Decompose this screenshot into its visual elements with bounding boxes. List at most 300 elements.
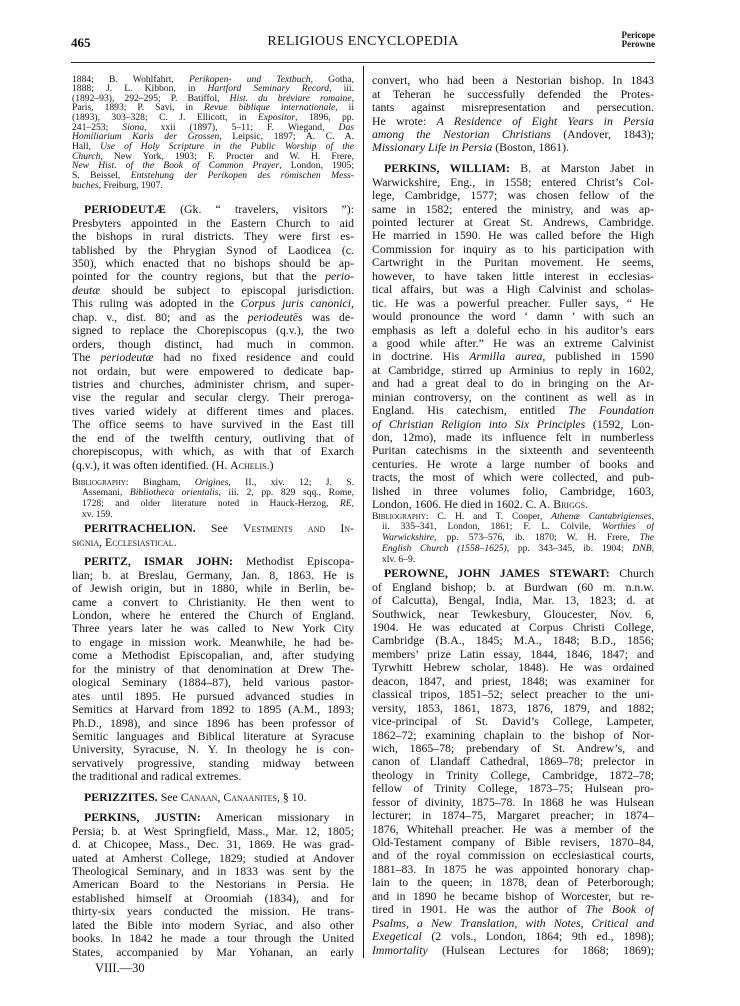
- text-line: [72, 297, 354, 310]
- text-run: B. at Marston Jabet in: [509, 162, 654, 176]
- text-line: [372, 809, 654, 822]
- text-line: [72, 569, 354, 582]
- text-run: , § 10.: [277, 791, 307, 805]
- text-line: [72, 932, 354, 945]
- text-run: orders, though distinct, had much in common.: [72, 337, 354, 351]
- text-run: Hall,: [72, 142, 101, 152]
- text-line: [72, 649, 354, 662]
- entry-peritz: [72, 555, 354, 783]
- text-line: [372, 364, 654, 377]
- text-line: [72, 636, 354, 649]
- text-run: Church: [609, 567, 654, 581]
- text-line: [372, 377, 654, 390]
- text-run: Ph.D., 1898), and since 1896 has been professor of: [72, 716, 354, 730]
- italic-text: DNB: [632, 544, 652, 555]
- text-run: Warwickshire, Eng., in 1558; entered Christ’s Col-: [372, 175, 654, 189]
- italic-text: A Residence of Eight Years in Persia: [436, 114, 654, 128]
- italic-text: periodeutæ: [100, 351, 154, 365]
- italic-text: deutæ: [72, 283, 101, 297]
- bibliography-perkins-william: [372, 512, 654, 566]
- text-run: Cambridge (B.A., 1845; M.A., 1848; B.D., 1856;: [372, 634, 654, 648]
- text-run: and of the royal commission on ecclesiastical courts,: [372, 849, 654, 863]
- text-line: [372, 903, 654, 916]
- text-run: University, Syracuse, N. Y. In theology he is con-: [72, 743, 354, 757]
- text-run: of Calcutta), Bengal, India, Mar. 13, 1823; d. at: [372, 594, 654, 608]
- text-run: lain to the queen; in 1878, dean of Peterborough;: [372, 876, 654, 890]
- text-run: chap. v., dist. 80; and as the: [72, 310, 248, 324]
- text-run: Puritan catechisms in the sixteenth and seventeenth: [372, 444, 654, 458]
- text-line: [372, 431, 654, 444]
- small-caps-text: Canaan, Canaanites: [180, 791, 277, 805]
- text-line: [372, 796, 654, 809]
- text-run: minian controversy, on the continent as well as in: [372, 390, 654, 404]
- text-run: of England bishop; b. at Burdwan (60 m. n.n.w.: [372, 580, 654, 594]
- text-run: xv. 159.: [82, 509, 113, 520]
- text-run: Semitics at Harvard from 1892 to 1895 (A.M., 1893;: [72, 703, 354, 717]
- text-run: Three years later he was called to New York City: [72, 622, 354, 636]
- text-line: [72, 663, 354, 676]
- text-run: signed to replace the Chorepiscopus (q.v.), the two: [72, 324, 354, 338]
- text-run: 1884; B. Wohlfahrt,: [72, 74, 189, 85]
- text-run: vice-principal of St. David’s College, Lampeter,: [372, 715, 654, 729]
- text-line: [72, 324, 354, 337]
- italic-text: Worthies of: [601, 522, 654, 533]
- text-line: [72, 181, 354, 191]
- text-run: States, accompanied by Mar Yohanan, an early: [72, 945, 354, 959]
- italic-text: Bibliotheca orientalis: [129, 488, 219, 499]
- text-run: lished in three volumes folio, Cambridge, 1603,: [372, 484, 654, 498]
- italic-text: among the Nestorian Christians: [372, 128, 551, 142]
- signature-mark: VIII.—30: [95, 961, 145, 975]
- guide-word-last: Perowne: [621, 38, 655, 49]
- text-line: [72, 84, 354, 94]
- text-line: [72, 609, 354, 622]
- text-run: pointed lecturer at Great St. Andrews, Cambridge.: [372, 216, 654, 230]
- text-run: books. In 1842 he made a tour through the United: [72, 932, 354, 946]
- text-run: in doctrine. His: [372, 350, 470, 364]
- text-run: Commission for inquiry as to his participation with: [372, 242, 654, 256]
- text-run: 1888; J. L. Kibbon, in: [72, 84, 208, 94]
- text-line: [372, 836, 654, 849]
- text-line: [72, 791, 354, 804]
- text-run: for the ministry of that denomination at Drew The-: [72, 662, 354, 676]
- text-run: members’ prize Latin essay, 1844, 1846, 1847; and: [372, 647, 654, 661]
- text-run: (Gk. “ travelers, visitors ”):: [165, 203, 354, 217]
- text-line: [72, 852, 354, 865]
- text-run: , pp. 343–345, ib. 1904;: [506, 544, 633, 555]
- text-run: tired in 1901. He was the author of: [372, 903, 586, 917]
- text-run: fellow of Trinity College, 1873–75; Hulsean pro-: [372, 782, 654, 796]
- text-run: Semitic languages and Biblical literature at Syracuse: [72, 729, 354, 743]
- text-line: [72, 536, 354, 549]
- text-line: [372, 567, 654, 580]
- italic-text: Revue biblique internationale: [204, 103, 336, 114]
- text-line: [72, 865, 354, 878]
- text-run: ii. 335–341, London, 1861; F. L. Colvile,: [382, 522, 602, 533]
- text-line: [72, 94, 354, 104]
- text-run: , published in 1590: [542, 350, 654, 364]
- text-run: , xxii (1897), 5–11; F. Wiegand,: [144, 122, 339, 133]
- text-run: (2 vols., London, 1864; 9th ed., 1898);: [421, 930, 654, 944]
- text-run: (q.v.), it was often identified. (H.: [72, 458, 231, 472]
- italic-text: The Book of: [585, 903, 654, 917]
- text-line: [372, 115, 654, 128]
- text-run: Paris, 1893; P. Savi, in: [72, 103, 205, 114]
- text-run: The: [72, 351, 101, 365]
- text-run: ,: [351, 498, 354, 509]
- text-run: convert, who had been a Nestorian bishop. In 1843: [372, 74, 654, 88]
- text-line: [72, 284, 354, 297]
- text-line: [372, 243, 654, 256]
- text-run: had no fixed residence and could: [153, 351, 354, 365]
- text-line: [72, 161, 354, 171]
- text-run: ates until 1895. He pursued advanced studies in: [72, 689, 354, 703]
- text-run: : C. H. and T. Cooper,: [425, 511, 552, 522]
- text-run: established himself at Oroomiah (1834), and for: [72, 891, 354, 905]
- italic-text: Exegetical: [372, 930, 422, 944]
- text-line: [72, 703, 354, 716]
- text-line: [372, 544, 654, 555]
- text-line: [72, 365, 354, 378]
- text-line: [72, 488, 354, 499]
- text-line: [72, 743, 354, 756]
- italic-text: The: [639, 533, 654, 544]
- text-line: [72, 351, 354, 364]
- text-line: [72, 522, 354, 535]
- bibliography-continued: [72, 75, 354, 191]
- text-run: (Boston, 1861).: [492, 141, 569, 155]
- headword: PERIODEUTÆ: [84, 203, 166, 217]
- text-line: [72, 311, 354, 324]
- text-run: 1904. He was educated at Corpus Christi College,: [372, 621, 654, 635]
- text-run: Tyrwhitt Hebrew scholar, 1848). He was ordained: [372, 661, 654, 675]
- text-run: , ii: [335, 103, 354, 114]
- text-line: [372, 512, 654, 523]
- text-run: vise the regular and secular clergy. Their preroga-: [72, 391, 354, 405]
- text-run: .: [173, 535, 177, 549]
- text-run: servatively progressive, standing midway between: [72, 756, 354, 770]
- text-run: Persia; b. at West Springfield, Mass., Mar. 12, 1805;: [72, 824, 354, 838]
- text-line: [72, 75, 354, 85]
- text-line: [372, 485, 654, 498]
- text-run: fessor of divinity, 1875–78. In 1868 he was Hulsean: [372, 795, 654, 809]
- text-line: [72, 757, 354, 770]
- text-run: See: [195, 522, 243, 536]
- text-line: [72, 391, 354, 404]
- text-run: ,: [651, 511, 654, 522]
- text-run: to engage in mission work. Meanwhile, he had be-: [72, 635, 354, 649]
- text-run: He wrote:: [372, 114, 437, 128]
- text-line: [372, 944, 654, 957]
- small-caps-text: Achelis: [230, 458, 267, 472]
- text-line: [72, 445, 354, 458]
- text-run: however, to have taken little interest in ecclesias-: [372, 269, 654, 283]
- header-rule: [71, 62, 655, 63]
- text-line: [72, 676, 354, 689]
- italic-text: Warwickshire: [382, 533, 435, 544]
- text-line: [372, 498, 654, 511]
- text-line: [372, 189, 654, 202]
- headword: PERITRACHELION.: [84, 522, 196, 536]
- text-line: [372, 876, 654, 889]
- italic-text: New Hist. of the Book of Common Prayer: [72, 161, 280, 172]
- text-line: [372, 594, 654, 607]
- text-line: [372, 823, 654, 836]
- text-line: [372, 162, 654, 175]
- text-line: [372, 702, 654, 715]
- text-run: lecturer; in 1874–75, Margaret preacher; in 1874–: [372, 809, 654, 823]
- text-run: at Cambridge, stirred up Arminius to reply in 1602,: [372, 363, 654, 377]
- text-line: [72, 770, 354, 783]
- text-line: [372, 297, 654, 310]
- text-run: Southwick, near Tewkesbury, Gloucester, Nov. 6,: [372, 607, 654, 621]
- text-run: ,: [351, 297, 354, 311]
- text-run: tablished by the Phrygian Synod of Laodicea (c.: [72, 243, 354, 257]
- text-run: , 1896, pp.: [295, 113, 354, 123]
- text-run: London, 1606. He died in 1602.: [372, 498, 526, 512]
- text-line: [72, 217, 354, 230]
- text-line: [372, 917, 654, 930]
- text-line: [372, 581, 654, 594]
- text-line: [72, 142, 354, 152]
- text-line: [372, 715, 654, 728]
- italic-text: English Church (1558–1625): [382, 544, 507, 555]
- text-line: [372, 444, 654, 457]
- text-line: [372, 849, 654, 862]
- text-run: Theological Seminary, and in 1833 was sent by the: [72, 865, 354, 879]
- entry-perowne: [372, 567, 654, 957]
- text-line: [372, 404, 654, 417]
- text-run: 1881–83. In 1875 he was appointed honorary chap-: [372, 862, 654, 876]
- text-line: [372, 101, 654, 114]
- small-caps-text: signia, Ecclesiastical: [72, 535, 174, 549]
- text-line: [72, 171, 354, 181]
- text-run: Assemani,: [82, 488, 130, 499]
- text-run: 241–253;: [72, 122, 123, 133]
- italic-text: Hist. du bréviare romaine,: [229, 93, 354, 104]
- text-line: [372, 782, 654, 795]
- text-line: [72, 690, 354, 703]
- small-caps-text: Bibliography: [372, 511, 426, 522]
- text-run: London, where he entered the Church of England.: [72, 609, 354, 623]
- text-run: versity, 1853, 1861, 1873, 1876, 1879, and 1882;: [372, 701, 654, 715]
- text-line: [72, 730, 354, 743]
- text-line: [372, 176, 654, 189]
- text-line: [72, 478, 354, 489]
- text-line: [372, 688, 654, 701]
- text-line: [372, 229, 654, 242]
- text-run: d. at Chicopee, Mass., Dec. 31, 1869. He was grad-: [72, 838, 354, 852]
- text-run: S. Beissel,: [72, 171, 131, 181]
- text-line: [72, 459, 354, 472]
- italic-text: RE: [339, 498, 352, 509]
- text-line: [72, 717, 354, 730]
- text-line: [372, 769, 654, 782]
- italic-text: Use of Holy Scripture in the Public Worship of the: [100, 142, 354, 152]
- text-run: thirty-six years conducted the mission. He trans-: [72, 905, 354, 919]
- text-run: (1592, Lon-: [585, 417, 654, 431]
- page-number: 465: [71, 35, 91, 50]
- entry-peritrachelion: [72, 522, 354, 549]
- text-run: not ordain, but were empowered to dedicate bap-: [72, 364, 354, 378]
- text-line: [72, 878, 354, 891]
- text-line: [72, 919, 354, 932]
- text-run: at Teheran he successfully defended the Protes-: [372, 87, 654, 101]
- text-line: [372, 458, 654, 471]
- text-line: [72, 123, 354, 133]
- text-line: [72, 405, 354, 418]
- text-run: came a convert to Christianity. He then went to: [72, 595, 354, 609]
- text-line: [372, 661, 654, 674]
- text-run: , II., xiv. 12; J. S.: [228, 477, 354, 488]
- text-line: [72, 257, 354, 270]
- entry-perkins-william: [372, 162, 654, 511]
- text-line: [372, 324, 654, 337]
- text-line: [72, 103, 354, 113]
- text-line: [372, 337, 654, 350]
- text-run: .): [266, 458, 274, 472]
- italic-text: Hartford Seminary Record: [207, 84, 330, 94]
- text-run: tical affairs, but was a High Calvinist and scholas-: [372, 283, 654, 297]
- text-line: [372, 418, 654, 431]
- italic-text: Entstehung der Perikopen des römischen Mess-: [130, 171, 354, 181]
- text-run: Presbyters appointed in the Eastern Church to aid: [72, 216, 354, 230]
- text-run: , pp. 573–576, ib. 1870; W. H. Frere,: [434, 533, 640, 544]
- text-line: [372, 270, 654, 283]
- text-line: [72, 596, 354, 609]
- entry-perkins-justin-continued: [372, 74, 654, 155]
- text-run: lated the Bible into modern Syriac, and also other: [72, 918, 354, 932]
- text-line: [372, 755, 654, 768]
- text-run: (1892–93), 292–295; P. Batiffol,: [72, 93, 230, 104]
- text-run: the end of the twelfth century, outliving that of: [72, 431, 354, 445]
- text-line: [72, 905, 354, 918]
- text-line: [372, 203, 654, 216]
- text-line: [372, 88, 654, 101]
- italic-text: buches: [72, 180, 99, 191]
- small-caps-text: Bibliography: [72, 477, 126, 488]
- text-run: and in 1890 he became bishop of Worcester, but re-: [372, 889, 654, 903]
- italic-text: Church: [72, 151, 101, 162]
- text-run: and had a great deal to do in bringing on the Ar-: [372, 377, 654, 391]
- text-run: canon of Llandaff Cathedral, 1869–78; prelector in: [372, 755, 654, 769]
- text-line: [72, 622, 354, 635]
- text-run: classical tripos, 1851–52; select preacher to the uni-: [372, 688, 654, 702]
- guide-words: [622, 31, 655, 48]
- running-title: RELIGIOUS ENCYCLOPEDIA: [267, 34, 459, 49]
- text-line: [372, 350, 654, 363]
- text-line: [72, 825, 354, 838]
- text-line: [72, 378, 354, 391]
- text-run: Old-Testament company of Bible revisers, 1870–84,: [372, 836, 654, 850]
- text-line: [72, 582, 354, 595]
- italic-text: Perikopen- und Textbuch: [188, 74, 311, 85]
- italic-text: of Christian Religion into Six Principles: [372, 417, 586, 431]
- text-run: The office seems to have survived in the East till: [72, 418, 354, 432]
- text-run: of Jewish origin, but in 1880, while in Berlin, be-: [72, 582, 354, 596]
- text-run: See: [157, 791, 181, 805]
- text-line: [72, 244, 354, 257]
- text-run: 1728; and older literature noted in Hauck-Herzog,: [82, 498, 340, 509]
- text-run: uated at Amherst College, 1829; studied at Andover: [72, 851, 354, 865]
- italic-text: Psalms, a New Translation, with Notes, Critical and: [372, 916, 654, 930]
- italic-text: Homiliarium Karls der Grossen: [72, 132, 220, 143]
- text-line: [72, 230, 354, 243]
- text-run: , Freiburg, 1907.: [98, 180, 163, 191]
- text-run: , Gotha,: [310, 74, 354, 85]
- text-run: xlv. 6–9.: [382, 555, 416, 566]
- text-line: [372, 283, 654, 296]
- entry-perkins-justin: [72, 811, 354, 959]
- italic-text: Das: [338, 122, 354, 133]
- headword: PERKINS, WILLIAM:: [384, 162, 510, 176]
- text-line: [372, 310, 654, 323]
- italic-text: perio-: [325, 270, 354, 284]
- text-run: tistries and churches, administer chrism, and super-: [72, 377, 354, 391]
- text-run: theology in Trinity College, Cambridge, 1872–78;: [372, 768, 654, 782]
- text-run: American Board to the Nestorians in Persia. He: [72, 878, 354, 892]
- text-run: tives varied widely at different times and places.: [72, 404, 354, 418]
- text-run: wich, 1865–78; prebendary of St. Andrew’s, and: [372, 741, 654, 755]
- text-line: [372, 863, 654, 876]
- text-line: [372, 391, 654, 404]
- text-run: tants against misrepresentation and persecution.: [372, 101, 654, 115]
- text-line: [72, 432, 354, 445]
- text-run: : Bingham,: [125, 477, 195, 488]
- headword: PERKINS, JUSTIN:: [84, 811, 201, 825]
- text-run: tic. He was a powerful preacher. Fuller says, “ He: [372, 296, 654, 310]
- italic-text: Expositor: [257, 113, 296, 123]
- text-run: , London, 1905;: [279, 161, 354, 172]
- text-line: [372, 648, 654, 661]
- small-caps-text: Vestments and In-: [242, 522, 354, 536]
- text-line: [72, 946, 354, 959]
- text-line: [372, 890, 654, 903]
- text-run: This ruling was adopted in the: [72, 297, 241, 311]
- text-run: lege, Cambridge, 1577; was chosen fellow of the: [372, 189, 654, 203]
- text-run: (1893), 303–328; C. J. Ellicott, in: [72, 113, 258, 123]
- text-line: [72, 132, 354, 142]
- text-run: a good while after.” He was an extreme Calvinist: [372, 336, 654, 350]
- text-run: (Hulsean Lectures for 1868; 1869);: [427, 943, 654, 957]
- text-run: deacon, 1847, and priest, 1848; was examiner for: [372, 674, 654, 688]
- headword: PERITZ, ISMAR JOHN:: [84, 555, 233, 569]
- text-run: ological Seminary (1884–87), held various pastor-: [72, 676, 354, 690]
- text-run: chorepiscopus, with which, as with that of Exarch: [72, 445, 354, 459]
- text-run: centuries. He wrote a large number of books and: [372, 457, 654, 471]
- guide-word-first: Pericope: [621, 30, 655, 40]
- text-run: 1876, Whitehall preacher. He was a member of the: [372, 822, 654, 836]
- text-line: [372, 128, 654, 141]
- text-run: Cartwright in the Puritan movement. He seems,: [372, 256, 654, 270]
- text-run: was de-: [302, 310, 354, 324]
- text-line: [372, 930, 654, 943]
- small-caps-text: C. A. Briggs.: [525, 498, 589, 512]
- text-line: [372, 729, 654, 742]
- text-run: , New York, 1903; F. Procter and W. H. Frere,: [100, 151, 354, 162]
- text-run: the traditional and radical extremes.: [72, 770, 242, 784]
- text-line: [72, 203, 354, 216]
- italic-text: Immortality: [372, 943, 428, 957]
- entry-perizzites: [72, 791, 354, 804]
- italic-text: The Foundation: [568, 404, 654, 418]
- text-line: [372, 621, 654, 634]
- text-line: [72, 152, 354, 162]
- italic-text: Corpus juris canonici: [240, 297, 352, 311]
- text-run: would pronounce the word ‘ damn ’ with such an: [372, 310, 654, 324]
- text-run: American missionary in: [200, 811, 354, 825]
- text-run: should be subject to episcopal jurisdiction.: [100, 283, 354, 297]
